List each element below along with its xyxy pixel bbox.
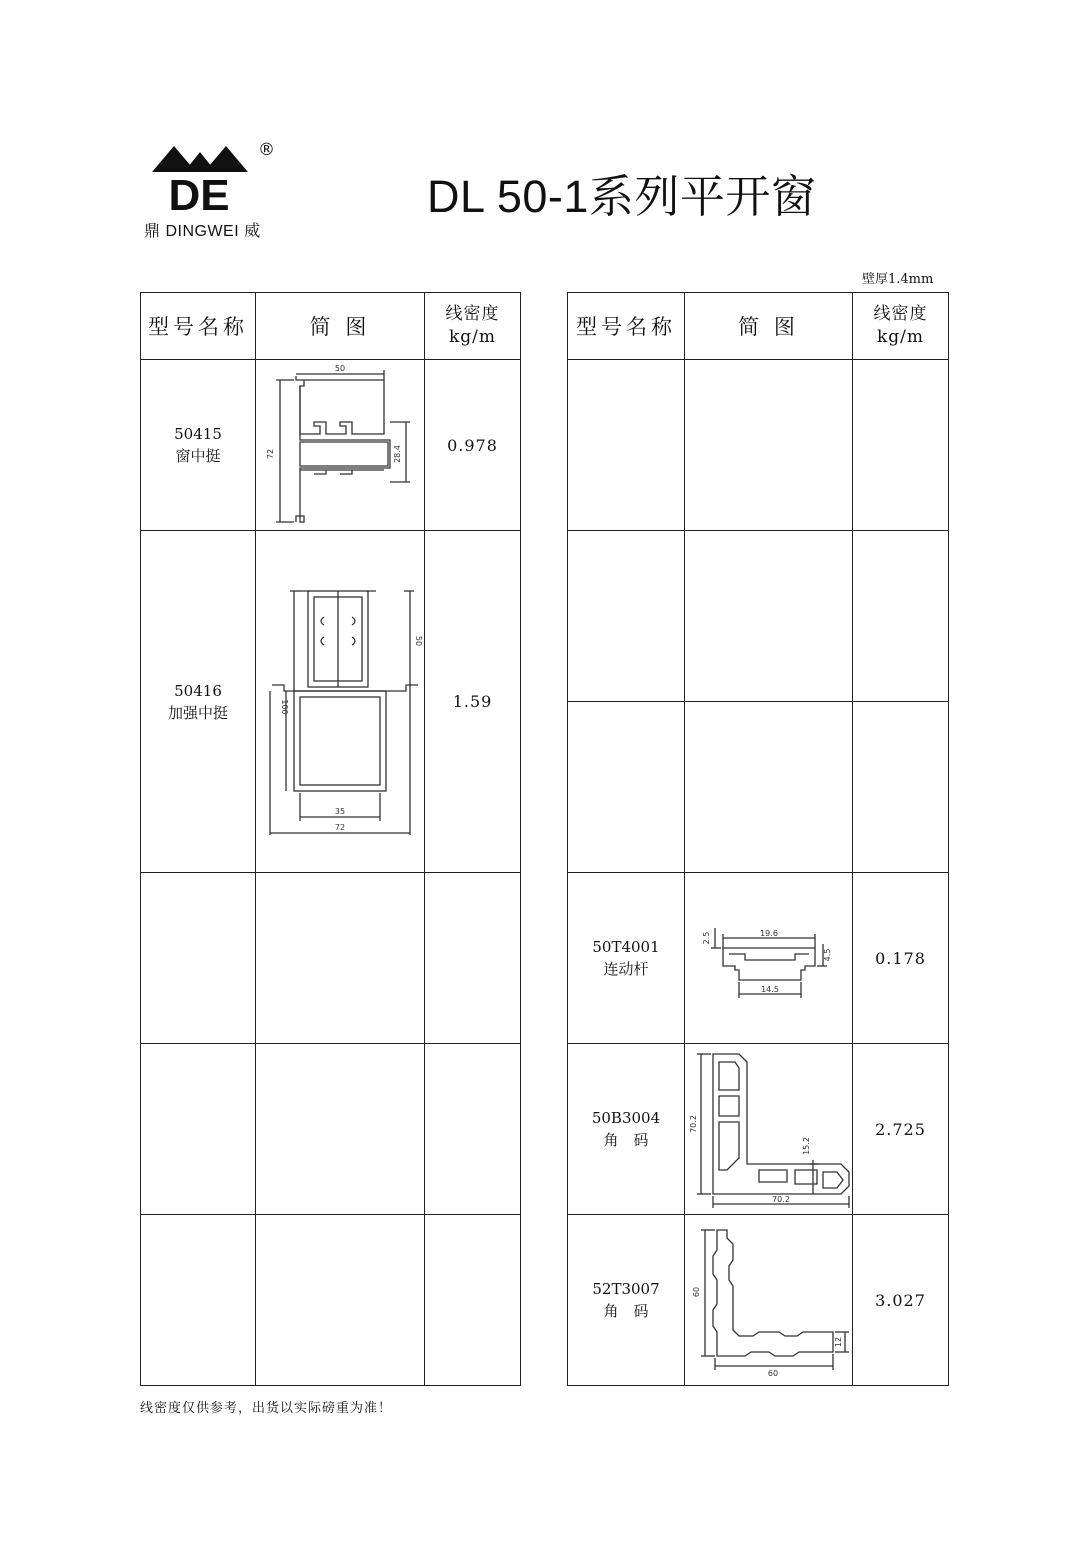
density-value <box>425 873 521 1044</box>
model-cell <box>568 1044 685 1215</box>
table-row <box>568 531 949 702</box>
table-row <box>568 360 949 531</box>
density-value: 0.978 <box>425 360 521 531</box>
dim-d: 14.5 <box>760 985 779 994</box>
model-code: 50B3004 <box>591 1109 661 1127</box>
model-cell <box>141 1215 256 1386</box>
header-density-unit: kg/m <box>876 327 925 347</box>
header-model: 型号名称 <box>568 293 685 360</box>
table-row <box>141 1215 521 1386</box>
density-value: 0.178 <box>853 873 949 1044</box>
table-row <box>568 873 949 1044</box>
footnote: 线密度仅供参考，出货以实际磅重为准！ <box>140 1401 393 1416</box>
model-code: 52T3007 <box>592 1280 660 1298</box>
profile-52T3007-diagram <box>687 1220 851 1380</box>
profile-50416-diagram <box>258 567 422 837</box>
model-code: 50415 <box>174 425 222 443</box>
dim-d: 72 <box>334 822 346 832</box>
model-cell <box>568 531 685 702</box>
density-value <box>853 702 949 873</box>
model-cell <box>568 360 685 531</box>
table-row <box>141 873 521 1044</box>
dim-depth: 28.4 <box>393 445 402 463</box>
header-diagram: 简 图 <box>685 293 853 360</box>
dim-b: 12 <box>833 1336 843 1348</box>
table-header-row <box>568 293 949 360</box>
model-name: 连动杆 <box>603 960 649 978</box>
model-code: 50T4001 <box>592 938 660 956</box>
model-cell <box>141 360 256 531</box>
page-title: DL 50-1系列平开窗 <box>427 171 817 222</box>
dim-a: 60 <box>691 1286 701 1298</box>
table-row <box>568 1044 949 1215</box>
profile-50T4001-diagram <box>699 908 839 1008</box>
model-name: 窗中挺 <box>175 447 221 465</box>
table-row <box>141 1044 521 1215</box>
table-row <box>141 531 521 873</box>
diagram-cell <box>256 1044 425 1215</box>
diagram-cell <box>685 1215 853 1386</box>
density-value: 3.027 <box>853 1215 949 1386</box>
dim-c: 60 <box>767 1369 778 1378</box>
brand-logo <box>140 138 290 238</box>
brand-subtitle: 鼎 DINGWEI 威 <box>144 223 261 240</box>
density-value: 2.725 <box>853 1044 949 1215</box>
registered-mark: ® <box>258 140 275 160</box>
density-value <box>425 1215 521 1386</box>
density-value: 1.59 <box>425 531 521 873</box>
dim-a: 50 <box>414 635 423 646</box>
diagram-cell <box>685 1044 853 1215</box>
diagram-cell <box>256 360 425 531</box>
model-cell <box>141 531 256 873</box>
diagram-cell <box>685 531 853 702</box>
profile-50415-diagram <box>260 362 420 528</box>
model-cell <box>141 1044 256 1215</box>
brand-mark-icon <box>140 138 258 220</box>
model-cell <box>141 873 256 1044</box>
density-value <box>853 531 949 702</box>
wall-thickness-note: 壁厚1.4mm <box>862 272 934 287</box>
model-cell <box>568 873 685 1044</box>
header-density <box>853 293 949 360</box>
header-density-title: 线密度 <box>873 304 928 324</box>
header-density-title: 线密度 <box>445 304 500 324</box>
density-value <box>425 1044 521 1215</box>
header-diagram: 简 图 <box>256 293 425 360</box>
diagram-cell <box>685 360 853 531</box>
dim-width: 50 <box>334 364 346 373</box>
dim-c: 70.2 <box>771 1195 790 1204</box>
dim-b: 15.2 <box>801 1137 811 1155</box>
diagram-cell <box>685 873 853 1044</box>
model-code: 50416 <box>174 681 222 700</box>
table-row <box>141 360 521 531</box>
model-cell <box>568 1215 685 1386</box>
dim-a: 2.5 <box>701 931 711 945</box>
diagram-cell <box>256 531 425 873</box>
table-row <box>568 702 949 873</box>
model-name: 角 码 <box>603 1131 649 1149</box>
table-row <box>568 1215 949 1386</box>
profile-50B3004-diagram <box>687 1046 851 1212</box>
dim-c: 35 <box>334 806 346 816</box>
profile-table-left <box>140 292 521 1386</box>
model-cell <box>568 702 685 873</box>
dim-b: 19.6 <box>759 929 778 938</box>
diagram-cell <box>256 1215 425 1386</box>
header-density-unit: kg/m <box>448 327 497 347</box>
dim-c: 4.5 <box>822 948 832 962</box>
table-header-row <box>141 293 521 360</box>
dim-a: 70.2 <box>688 1115 698 1133</box>
dim-b: 100 <box>280 698 289 715</box>
header-density <box>425 293 521 360</box>
brand-logo-letters: DE <box>168 171 230 220</box>
dim-height: 72 <box>266 448 275 460</box>
diagram-cell <box>256 873 425 1044</box>
profile-table-right <box>567 292 949 1386</box>
model-name: 角 码 <box>603 1302 649 1320</box>
density-value <box>853 360 949 531</box>
header-model: 型号名称 <box>141 293 256 360</box>
model-name: 加强中挺 <box>167 703 228 722</box>
diagram-cell <box>685 702 853 873</box>
